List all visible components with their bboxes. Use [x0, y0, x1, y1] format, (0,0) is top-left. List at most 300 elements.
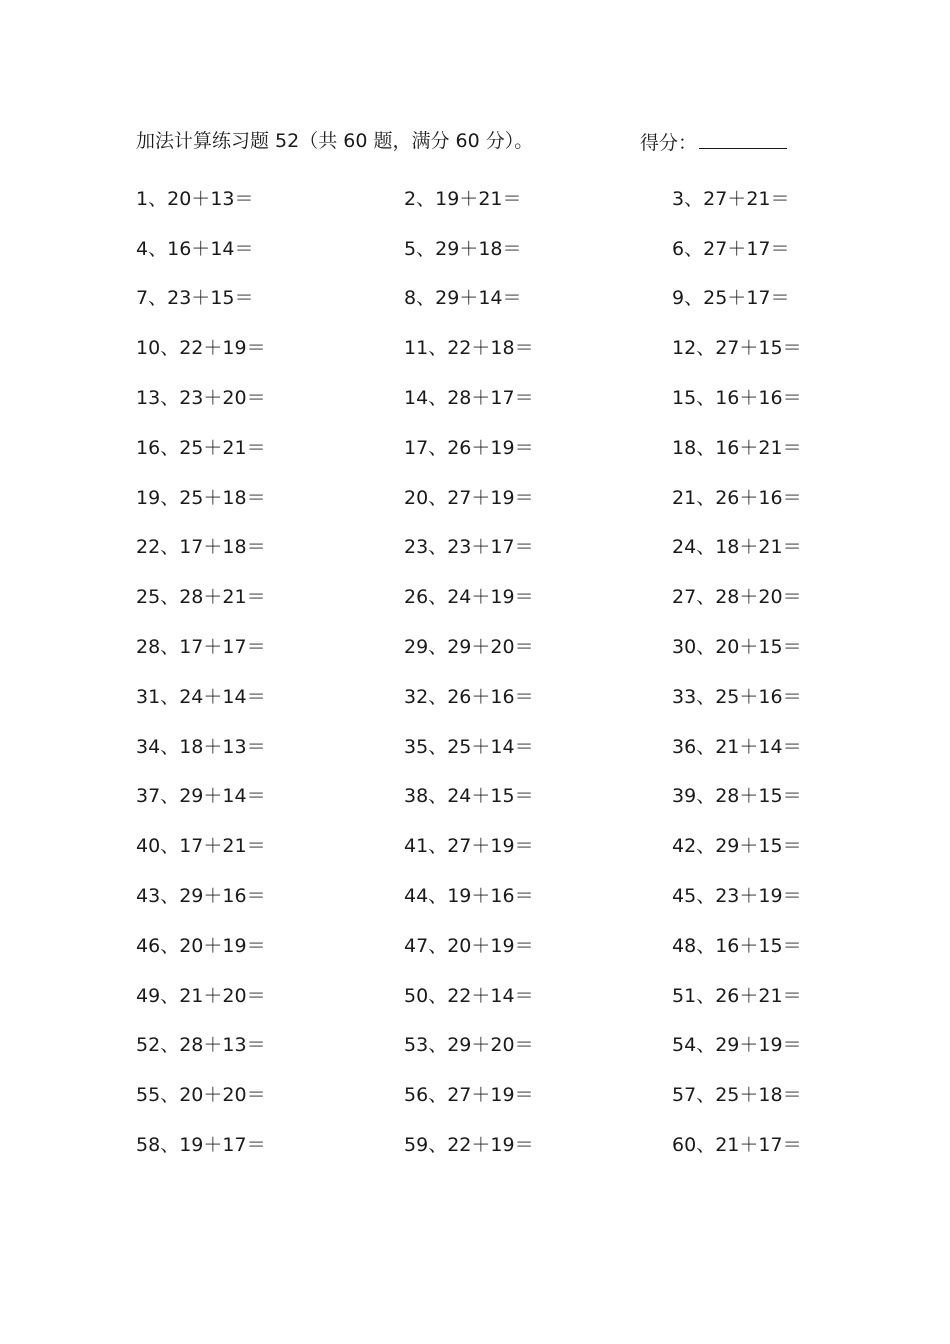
problem-addend-b: 13	[222, 735, 247, 758]
problem-item	[672, 931, 816, 961]
equals-sign: ＝	[514, 885, 534, 908]
problem-number: 48	[672, 934, 697, 957]
plus-sign: ＋	[203, 1134, 223, 1157]
problem-separator: 、	[684, 237, 704, 260]
problem-addend-a: 29	[715, 1034, 740, 1057]
problem-item	[136, 831, 404, 861]
problem-addend-a: 16	[167, 237, 192, 260]
problem-addend-a: 20	[447, 934, 472, 957]
problem-addend-b: 20	[490, 636, 515, 659]
problem-item	[136, 732, 404, 762]
plus-sign: ＋	[203, 536, 223, 559]
problem-addend-b: 19	[758, 1034, 783, 1057]
problem-addend-b: 19	[490, 436, 515, 459]
problem-separator: 、	[428, 436, 448, 459]
problem-number: 27	[672, 586, 697, 609]
problem-addend-b: 15	[210, 287, 235, 310]
problem-addend-b: 16	[490, 885, 515, 908]
problem-addend-b: 14	[490, 735, 515, 758]
problem-separator: 、	[160, 685, 180, 708]
problem-separator: 、	[160, 735, 180, 758]
equals-sign: ＝	[782, 934, 802, 957]
plus-sign: ＋	[471, 436, 491, 459]
problem-separator: 、	[696, 885, 716, 908]
problem-item	[136, 184, 404, 214]
problem-addend-b: 21	[746, 187, 771, 210]
problem-number: 16	[136, 436, 161, 459]
problem-separator: 、	[160, 1034, 180, 1057]
plus-sign: ＋	[739, 337, 759, 360]
problem-addend-a: 29	[435, 287, 460, 310]
problem-item	[404, 483, 672, 513]
problem-item	[404, 781, 672, 811]
problem-addend-a: 27	[703, 187, 728, 210]
plus-sign: ＋	[471, 387, 491, 410]
plus-sign: ＋	[459, 237, 479, 260]
problem-separator: 、	[428, 387, 448, 410]
plus-sign: ＋	[191, 287, 211, 310]
problem-number: 56	[404, 1084, 429, 1107]
problem-row	[136, 772, 816, 822]
problem-addend-b: 17	[490, 536, 515, 559]
problem-number: 12	[672, 337, 697, 360]
problem-number: 21	[672, 486, 697, 509]
problem-number: 44	[404, 885, 429, 908]
problem-separator: 、	[416, 237, 436, 260]
equals-sign: ＝	[514, 536, 534, 559]
problem-addend-b: 21	[222, 586, 247, 609]
problem-number: 6	[672, 237, 685, 260]
problem-separator: 、	[428, 685, 448, 708]
problem-addend-b: 18	[490, 337, 515, 360]
equals-sign: ＝	[782, 984, 802, 1007]
problem-row	[136, 523, 816, 573]
problem-addend-b: 15	[758, 934, 783, 957]
plus-sign: ＋	[459, 287, 479, 310]
score-label: 得分：	[640, 132, 698, 154]
plus-sign: ＋	[203, 436, 223, 459]
problem-separator: 、	[416, 187, 436, 210]
plus-sign: ＋	[471, 636, 491, 659]
equals-sign: ＝	[782, 735, 802, 758]
problem-item	[136, 981, 404, 1011]
problem-item	[404, 582, 672, 612]
plus-sign: ＋	[739, 586, 759, 609]
problem-item	[404, 931, 672, 961]
equals-sign: ＝	[246, 885, 266, 908]
equals-sign: ＝	[234, 287, 254, 310]
problem-addend-b: 19	[758, 885, 783, 908]
problem-addend-a: 21	[715, 735, 740, 758]
problem-item	[672, 1080, 816, 1110]
equals-sign: ＝	[514, 387, 534, 410]
problem-addend-a: 24	[447, 785, 472, 808]
equals-sign: ＝	[782, 785, 802, 808]
problem-number: 34	[136, 735, 161, 758]
problem-item	[672, 781, 816, 811]
problem-addend-a: 28	[715, 785, 740, 808]
plus-sign: ＋	[739, 735, 759, 758]
problem-addend-b: 17	[758, 1134, 783, 1157]
equals-sign: ＝	[782, 835, 802, 858]
problem-item	[136, 881, 404, 911]
problem-number: 2	[404, 187, 417, 210]
problem-addend-a: 20	[167, 187, 192, 210]
problem-number: 60	[672, 1134, 697, 1157]
problem-addend-a: 16	[715, 436, 740, 459]
problem-addend-a: 25	[447, 735, 472, 758]
problem-number: 36	[672, 735, 697, 758]
problem-addend-a: 25	[703, 287, 728, 310]
problem-addend-b: 16	[758, 685, 783, 708]
problem-item	[404, 1130, 672, 1160]
equals-sign: ＝	[770, 287, 790, 310]
problem-item	[136, 283, 404, 313]
score-area	[640, 126, 787, 158]
plus-sign: ＋	[203, 984, 223, 1007]
problem-separator: 、	[428, 1034, 448, 1057]
problem-item	[404, 234, 672, 264]
problem-addend-b: 18	[758, 1084, 783, 1107]
problem-addend-b: 19	[490, 486, 515, 509]
equals-sign: ＝	[502, 287, 522, 310]
problem-row	[136, 373, 816, 423]
problem-addend-b: 19	[490, 1134, 515, 1157]
problem-item	[672, 881, 816, 911]
problem-number: 28	[136, 636, 161, 659]
equals-sign: ＝	[782, 387, 802, 410]
problem-row	[136, 722, 816, 772]
problem-number: 55	[136, 1084, 161, 1107]
problem-item	[404, 333, 672, 363]
equals-sign: ＝	[514, 1034, 534, 1057]
problem-number: 54	[672, 1034, 697, 1057]
plus-sign: ＋	[739, 835, 759, 858]
equals-sign: ＝	[502, 187, 522, 210]
problem-addend-a: 24	[179, 685, 204, 708]
problem-addend-b: 17	[222, 1134, 247, 1157]
problem-separator: 、	[428, 934, 448, 957]
plus-sign: ＋	[203, 735, 223, 758]
problem-addend-a: 17	[179, 636, 204, 659]
problem-separator: 、	[428, 486, 448, 509]
problem-addend-b: 13	[210, 187, 235, 210]
problem-number: 5	[404, 237, 417, 260]
problem-separator: 、	[696, 984, 716, 1007]
problem-addend-a: 23	[179, 387, 204, 410]
problem-item	[136, 931, 404, 961]
problem-item	[136, 532, 404, 562]
equals-sign: ＝	[246, 1034, 266, 1057]
problem-separator: 、	[160, 1084, 180, 1107]
plus-sign: ＋	[203, 636, 223, 659]
problem-addend-a: 18	[179, 735, 204, 758]
problem-number: 37	[136, 785, 161, 808]
problem-addend-a: 29	[179, 885, 204, 908]
problem-number: 22	[136, 536, 161, 559]
equals-sign: ＝	[246, 785, 266, 808]
problem-addend-a: 22	[179, 337, 204, 360]
problem-addend-b: 16	[490, 685, 515, 708]
problem-addend-b: 18	[222, 536, 247, 559]
problem-addend-b: 20	[490, 1034, 515, 1057]
problem-addend-a: 18	[715, 536, 740, 559]
plus-sign: ＋	[471, 1084, 491, 1107]
problem-number: 23	[404, 536, 429, 559]
plus-sign: ＋	[471, 536, 491, 559]
problem-separator: 、	[148, 237, 168, 260]
problem-item	[672, 981, 816, 1011]
problem-item	[672, 632, 816, 662]
equals-sign: ＝	[246, 984, 266, 1007]
problem-addend-b: 20	[758, 586, 783, 609]
plus-sign: ＋	[727, 237, 747, 260]
problem-item	[136, 1080, 404, 1110]
problem-addend-a: 28	[715, 586, 740, 609]
equals-sign: ＝	[514, 337, 534, 360]
problem-separator: 、	[428, 735, 448, 758]
problem-number: 10	[136, 337, 161, 360]
problem-addend-a: 29	[435, 237, 460, 260]
equals-sign: ＝	[246, 586, 266, 609]
problem-number: 49	[136, 984, 161, 1007]
problem-number: 32	[404, 685, 429, 708]
plus-sign: ＋	[203, 586, 223, 609]
problem-item	[672, 582, 816, 612]
problem-row	[136, 871, 816, 921]
problem-addend-b: 19	[222, 934, 247, 957]
problem-number: 1	[136, 187, 149, 210]
problem-separator: 、	[696, 785, 716, 808]
plus-sign: ＋	[739, 1034, 759, 1057]
problem-item	[404, 682, 672, 712]
problem-number: 45	[672, 885, 697, 908]
plus-sign: ＋	[203, 934, 223, 957]
problem-separator: 、	[148, 187, 168, 210]
equals-sign: ＝	[782, 586, 802, 609]
equals-sign: ＝	[782, 337, 802, 360]
equals-sign: ＝	[246, 486, 266, 509]
plus-sign: ＋	[471, 934, 491, 957]
problem-number: 41	[404, 835, 429, 858]
problem-item	[136, 632, 404, 662]
worksheet-header	[136, 126, 816, 156]
problem-number: 40	[136, 835, 161, 858]
plus-sign: ＋	[471, 735, 491, 758]
equals-sign: ＝	[246, 536, 266, 559]
problem-separator: 、	[696, 536, 716, 559]
problem-addend-a: 29	[179, 785, 204, 808]
plus-sign: ＋	[203, 486, 223, 509]
problem-separator: 、	[428, 785, 448, 808]
problem-row	[136, 274, 816, 324]
problem-number: 46	[136, 934, 161, 957]
problem-addend-a: 20	[179, 1084, 204, 1107]
problem-addend-a: 24	[447, 586, 472, 609]
plus-sign: ＋	[471, 1134, 491, 1157]
problem-item	[404, 532, 672, 562]
problem-number: 17	[404, 436, 429, 459]
problem-addend-a: 26	[447, 685, 472, 708]
problem-addend-b: 14	[758, 735, 783, 758]
problem-item	[672, 532, 816, 562]
problem-number: 43	[136, 885, 161, 908]
problem-addend-a: 29	[715, 835, 740, 858]
equals-sign: ＝	[770, 187, 790, 210]
problem-separator: 、	[160, 785, 180, 808]
problem-item	[404, 1030, 672, 1060]
problem-addend-a: 25	[715, 685, 740, 708]
problem-addend-b: 21	[222, 436, 247, 459]
problem-addend-b: 16	[222, 885, 247, 908]
plus-sign: ＋	[203, 387, 223, 410]
equals-sign: ＝	[782, 685, 802, 708]
equals-sign: ＝	[782, 1134, 802, 1157]
equals-sign: ＝	[234, 237, 254, 260]
problem-separator: 、	[160, 436, 180, 459]
problem-addend-a: 16	[715, 934, 740, 957]
problem-number: 29	[404, 636, 429, 659]
plus-sign: ＋	[471, 1034, 491, 1057]
problem-addend-b: 21	[222, 835, 247, 858]
problem-separator: 、	[428, 1134, 448, 1157]
problem-separator: 、	[696, 387, 716, 410]
plus-sign: ＋	[739, 885, 759, 908]
problem-number: 18	[672, 436, 697, 459]
problem-number: 51	[672, 984, 697, 1007]
equals-sign: ＝	[234, 187, 254, 210]
equals-sign: ＝	[514, 486, 534, 509]
equals-sign: ＝	[514, 636, 534, 659]
problem-row	[136, 1070, 816, 1120]
plus-sign: ＋	[471, 984, 491, 1007]
problem-separator: 、	[696, 337, 716, 360]
problem-separator: 、	[428, 536, 448, 559]
problem-number: 52	[136, 1034, 161, 1057]
problem-addend-b: 18	[478, 237, 503, 260]
problem-number: 47	[404, 934, 429, 957]
plus-sign: ＋	[739, 785, 759, 808]
problem-addend-b: 15	[758, 785, 783, 808]
equals-sign: ＝	[514, 785, 534, 808]
problem-separator: 、	[696, 685, 716, 708]
problem-addend-a: 19	[447, 885, 472, 908]
problem-row	[136, 921, 816, 971]
problem-addend-b: 19	[490, 1084, 515, 1107]
plus-sign: ＋	[459, 187, 479, 210]
equals-sign: ＝	[514, 984, 534, 1007]
problem-addend-a: 28	[447, 387, 472, 410]
problem-separator: 、	[160, 536, 180, 559]
problem-number: 15	[672, 387, 697, 410]
equals-sign: ＝	[246, 835, 266, 858]
plus-sign: ＋	[191, 187, 211, 210]
problem-item	[672, 1130, 816, 1160]
problem-number: 30	[672, 636, 697, 659]
problem-number: 35	[404, 735, 429, 758]
equals-sign: ＝	[246, 735, 266, 758]
problem-item	[404, 831, 672, 861]
equals-sign: ＝	[782, 486, 802, 509]
plus-sign: ＋	[739, 436, 759, 459]
score-blank-line[interactable]	[699, 126, 787, 149]
problem-number: 20	[404, 486, 429, 509]
problem-number: 4	[136, 237, 149, 260]
problem-addend-a: 25	[179, 486, 204, 509]
problem-addend-a: 26	[447, 436, 472, 459]
equals-sign: ＝	[782, 885, 802, 908]
problem-separator: 、	[160, 885, 180, 908]
plus-sign: ＋	[203, 1034, 223, 1057]
problem-number: 11	[404, 337, 429, 360]
problem-item	[404, 881, 672, 911]
problem-addend-b: 13	[222, 1034, 247, 1057]
equals-sign: ＝	[514, 735, 534, 758]
problem-separator: 、	[696, 934, 716, 957]
plus-sign: ＋	[471, 586, 491, 609]
problem-row	[136, 423, 816, 473]
problem-item	[672, 433, 816, 463]
problem-addend-b: 14	[210, 237, 235, 260]
problem-row	[136, 971, 816, 1021]
plus-sign: ＋	[739, 1084, 759, 1107]
problem-addend-b: 20	[222, 984, 247, 1007]
problem-number: 24	[672, 536, 697, 559]
problem-item	[136, 483, 404, 513]
problem-addend-a: 22	[447, 984, 472, 1007]
problem-addend-a: 22	[447, 1134, 472, 1157]
plus-sign: ＋	[727, 287, 747, 310]
problem-item	[404, 1080, 672, 1110]
problem-number: 31	[136, 685, 161, 708]
problem-addend-a: 27	[447, 1084, 472, 1107]
problem-separator: 、	[160, 586, 180, 609]
equals-sign: ＝	[514, 934, 534, 957]
problem-item	[404, 383, 672, 413]
problem-separator: 、	[428, 885, 448, 908]
problem-item	[404, 632, 672, 662]
equals-sign: ＝	[246, 337, 266, 360]
problem-number: 38	[404, 785, 429, 808]
problem-separator: 、	[160, 337, 180, 360]
equals-sign: ＝	[514, 436, 534, 459]
problem-number: 7	[136, 287, 149, 310]
problem-addend-b: 19	[490, 835, 515, 858]
problem-addend-a: 21	[715, 1134, 740, 1157]
problem-row	[136, 672, 816, 722]
problem-addend-b: 21	[758, 984, 783, 1007]
plus-sign: ＋	[739, 486, 759, 509]
problem-addend-a: 16	[715, 387, 740, 410]
worksheet-title: 加法计算练习题 52（共 60 题，满分 60 分）。	[136, 130, 534, 152]
equals-sign: ＝	[782, 1084, 802, 1107]
problem-item	[136, 234, 404, 264]
plus-sign: ＋	[739, 387, 759, 410]
problem-number: 57	[672, 1084, 697, 1107]
plus-sign: ＋	[471, 486, 491, 509]
problem-number: 39	[672, 785, 697, 808]
problem-number: 19	[136, 486, 161, 509]
problem-item	[672, 333, 816, 363]
problem-number: 13	[136, 387, 161, 410]
problem-row	[136, 572, 816, 622]
problem-item	[404, 732, 672, 762]
problem-separator: 、	[696, 735, 716, 758]
problem-addend-b: 17	[222, 636, 247, 659]
plus-sign: ＋	[739, 536, 759, 559]
problem-addend-b: 14	[490, 984, 515, 1007]
problem-addend-a: 20	[179, 934, 204, 957]
